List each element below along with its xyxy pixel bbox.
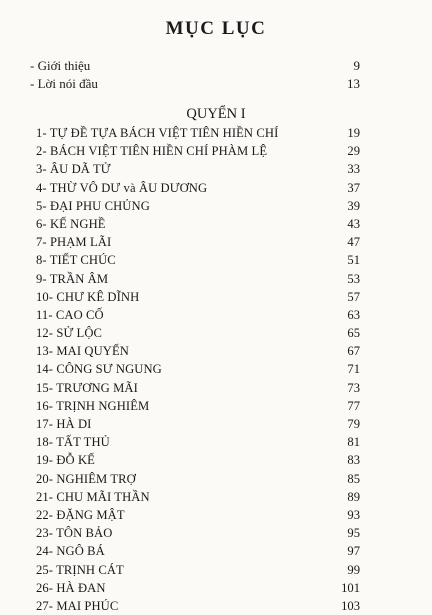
toc-entry-page: 65 bbox=[347, 326, 360, 341]
toc-entry-page: 67 bbox=[347, 344, 360, 359]
toc-row bbox=[36, 160, 360, 178]
toc-row bbox=[36, 506, 360, 524]
toc-row bbox=[36, 306, 360, 324]
toc-row bbox=[36, 470, 360, 488]
toc-entry-page: 73 bbox=[347, 380, 360, 395]
part-heading: QUYỂN I bbox=[186, 106, 246, 122]
toc-entry-page: 99 bbox=[347, 562, 360, 577]
toc-entry-label: 18- TẤT THỦ bbox=[36, 435, 110, 450]
toc-entry-label: 13- MAI QUYẾN bbox=[36, 344, 129, 359]
toc-row bbox=[36, 524, 360, 542]
toc-row bbox=[36, 561, 360, 579]
toc-row bbox=[36, 324, 360, 342]
toc-row bbox=[36, 360, 360, 378]
toc-entry-page: 43 bbox=[347, 216, 360, 231]
toc-entry-label: 25- TRỊNH CÁT bbox=[36, 562, 124, 577]
toc-entry-label: 21- CHU MÃI THẦN bbox=[36, 489, 150, 504]
toc-row bbox=[36, 397, 360, 415]
toc-entry-label: 4- THỪ VÔ DƯ và ÂU DƯƠNG bbox=[36, 180, 208, 195]
toc-row bbox=[36, 451, 360, 469]
toc-row-intro bbox=[30, 57, 360, 75]
toc-row bbox=[36, 179, 360, 197]
toc-entry-page: 29 bbox=[347, 144, 360, 159]
toc-entry-label: 17- HÀ DI bbox=[36, 417, 92, 431]
toc-entry-label: 19- ĐỖ KẾ bbox=[36, 453, 95, 468]
toc-row bbox=[36, 542, 360, 560]
toc-list bbox=[36, 124, 360, 615]
toc-row bbox=[36, 488, 360, 506]
toc-row bbox=[36, 579, 360, 597]
toc-entry-page: 89 bbox=[347, 489, 360, 504]
toc-row bbox=[36, 197, 360, 215]
toc-entry-page: 13 bbox=[347, 76, 360, 91]
toc-entry-label: 12- SỬ LỘC bbox=[36, 326, 103, 341]
toc-row bbox=[36, 379, 360, 397]
toc-entry-label: 27- MAI PHÚC bbox=[36, 598, 119, 613]
toc-row bbox=[36, 270, 360, 288]
toc-entry-label: 8- TIẾT CHÚC bbox=[36, 253, 116, 268]
toc-row bbox=[36, 415, 360, 433]
toc-entry-label: 3- ÂU DÃ TỬ bbox=[36, 162, 111, 177]
toc-entry-label: - Lời nói đầu bbox=[30, 76, 98, 91]
toc-entry-label: 6- KẾ NGHỀ bbox=[36, 216, 106, 231]
toc-entry-label: 22- ĐẶNG MẬT bbox=[36, 507, 125, 522]
toc-entry-page: 95 bbox=[347, 526, 360, 541]
toc-entry-label: 26- HÀ ĐAN bbox=[36, 580, 106, 595]
toc-row bbox=[36, 342, 360, 360]
toc-entry-page: 97 bbox=[347, 544, 360, 559]
toc-entry-page: 71 bbox=[347, 362, 360, 377]
toc-entry-label: 16- TRỊNH NGHIÊM bbox=[36, 398, 150, 413]
intro-list bbox=[30, 57, 360, 93]
toc-row bbox=[36, 251, 360, 269]
page-title: MỤC LỤC bbox=[165, 18, 267, 39]
toc-entry-page: 85 bbox=[347, 471, 360, 486]
toc-entry-label: 15- TRƯƠNG MÃI bbox=[36, 380, 138, 395]
toc-entry-page: 63 bbox=[347, 307, 360, 322]
toc-entry-page: 93 bbox=[347, 507, 360, 522]
toc-row bbox=[36, 288, 360, 306]
toc-entry-label: 9- TRẦN ÂM bbox=[36, 271, 109, 286]
toc-entry-page: 57 bbox=[347, 289, 360, 304]
toc-entry-label: 24- NGÔ BÁ bbox=[36, 544, 105, 559]
toc-entry-page: 47 bbox=[347, 235, 360, 250]
toc-row bbox=[36, 215, 360, 233]
toc-entry-label: 5- ĐẠI PHU CHỦNG bbox=[36, 198, 150, 213]
toc-entry-page: 83 bbox=[347, 453, 360, 468]
toc-entry-label: 1- TỰ ĐỀ TỰA BÁCH VIỆT TIÊN HIỀN CHÍ bbox=[36, 126, 279, 140]
toc-entry-page: 39 bbox=[347, 198, 360, 213]
toc-entry-page: 33 bbox=[347, 162, 360, 177]
toc-entry-label: - Giới thiệu bbox=[30, 58, 91, 73]
toc-entry-label: 14- CÔNG SƯ NGUNG bbox=[36, 362, 162, 377]
toc-entry-page: 103 bbox=[341, 598, 360, 613]
toc-entry-page: 53 bbox=[347, 271, 360, 286]
toc-entry-label: 7- PHẠM LÃI bbox=[36, 235, 112, 250]
toc-row-preface bbox=[30, 75, 360, 93]
toc-entry-page: 77 bbox=[347, 398, 360, 413]
toc-row bbox=[36, 597, 360, 615]
toc-entry-page: 37 bbox=[347, 180, 360, 195]
toc-entry-page: 9 bbox=[353, 58, 360, 73]
toc-entry-page: 51 bbox=[347, 253, 360, 268]
toc-entry-label: 11- CAO CỐ bbox=[36, 307, 104, 322]
toc-row bbox=[36, 433, 360, 451]
toc-entry-page: 79 bbox=[347, 417, 360, 431]
toc-entry-page: 19 bbox=[347, 126, 360, 140]
toc-entry-label: 2- BÁCH VIỆT TIÊN HIỀN CHÍ PHÀM LỆ bbox=[36, 144, 268, 159]
toc-row bbox=[36, 233, 360, 251]
toc-entry-page: 101 bbox=[341, 580, 360, 595]
toc-row bbox=[36, 142, 360, 160]
toc-entry-label: 20- NGHIÊM TRỢ bbox=[36, 471, 136, 486]
toc-entry-label: 23- TÔN BẢO bbox=[36, 526, 113, 541]
toc-row bbox=[36, 124, 360, 142]
toc-entry-page: 81 bbox=[347, 435, 360, 450]
toc-entry-label: 10- CHƯ KÊ DĨNH bbox=[36, 289, 140, 304]
